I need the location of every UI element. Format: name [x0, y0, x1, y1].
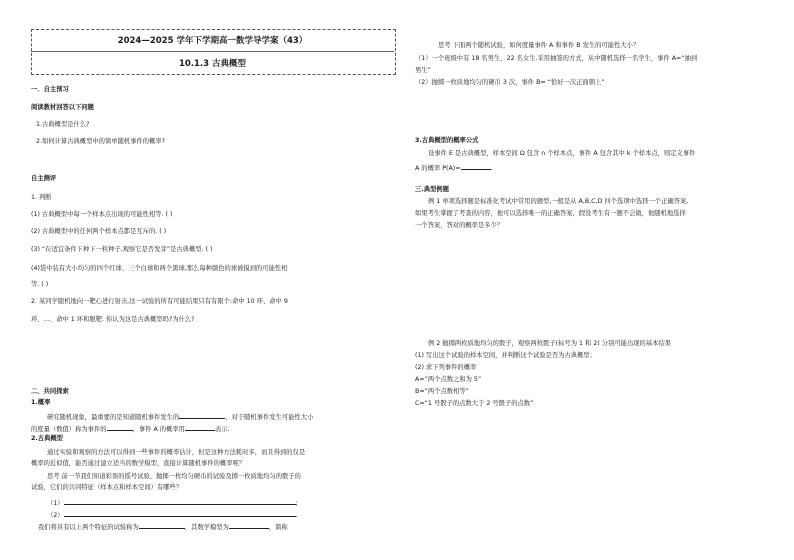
formula-heading: 3.古典概型的概率公式	[415, 137, 479, 144]
examples-heading: 三.典型例题	[415, 186, 449, 193]
lesson-title: 10.1.3 古典概型	[178, 59, 247, 69]
judge-item-4-line2: 等. ( )	[31, 281, 49, 288]
self-test-heading: 自主测评	[31, 175, 57, 182]
formula-line2: A 的概率 P(A)= .	[415, 162, 493, 173]
example-1-line1: 例 1 单项选择题是标准化考试中常用的题型,一般是从 A,B,C,D 四个选项中选择一个正确答案,	[428, 198, 689, 205]
trial-1-line1: （1）一个班级中有 18 名男生、22 名女生.采用抽签的方式，从中随机选择一名学生，事件 A=“抽到	[415, 55, 698, 62]
classical-model-line1: 通过实验和观察的方法可以得到一些事件的概率估计，但是这种方法耗时多，而且得到的仅是	[47, 449, 306, 456]
example-2-line1: 例 2 抛掷两枚质地均匀的骰子，观察两枚骰子(标号为 1 和 2) 分别可能出现的基本结果	[428, 340, 672, 347]
title-divider	[31, 51, 394, 52]
classical-model-line2: 概率的近似值，能否通过建立适当的数学模型，直接计算随机事件的概率呢？	[31, 460, 246, 467]
think-1-line2: 试验，它们的共同特征（样本点和样本空间）有哪些？	[31, 484, 183, 491]
question-2-line1: 2. 某同学随机地向一靶心进行射击,这一试验的所有可能结果只有有限个:命中 10 环、命中 9	[31, 298, 288, 305]
classical-model-heading: 2.古典概型	[31, 435, 63, 442]
judge-item-2: (2) 古典概型中的任何两个样本点都是互斥的. ( )	[31, 228, 167, 235]
page-title: 2024—2025 学年下学期高一数学导学案（43）	[117, 36, 308, 46]
trial-2: （2）抛掷一枚质地均匀的硬币 3 次，事件 B= “恰好一次正面朝上”	[415, 79, 605, 86]
section-preview-heading: 一．自主预习	[31, 86, 69, 93]
event-a: A=“两个点数之和为 5”	[415, 376, 482, 383]
formula-line1: 设事件 E 是古典概型，样本空间 Ω 包含 n 个样本点，事件 A 包含其中 k 个样本点，则定义事件	[428, 150, 696, 157]
preview-question-1: 1.古典概型是什么?	[36, 121, 90, 128]
judge-item-3: (3) “在适宜条件下种下一粒种子,观察它是否发芽”是古典概型. ( )	[31, 246, 213, 253]
probability-line1: 研究随机现象，最重要的是知道随机事件发生的 ，对于随机事件发生可能性大小	[47, 411, 313, 422]
judge-label: 1. 判断	[31, 194, 52, 201]
question-2-line2: 环、…、命中 1 环和脱靶. 你认为这是古典概型吗?为什么?	[31, 316, 195, 323]
probability-heading: 1.概率	[31, 399, 51, 406]
event-b: B=“两个点数相等”	[415, 388, 469, 395]
section-explore-heading: 二、共同探索	[31, 388, 69, 395]
definition-line: 我们将具有以上两个特征的试验称为 ，其数学模型为 ，简称	[38, 521, 288, 532]
event-c: C=“1 号骰子的点数大于 2 号骰子的点数”	[415, 400, 534, 407]
trial-1-line2: 男生”	[415, 67, 431, 74]
preview-question-2: 2.如何计算古典概型中的简单随机事件的概率?	[36, 138, 165, 145]
example-1-line2: 如果考生掌握了考查的内容，他可以选择唯一的正确答案，假设考生有一题不会做，他随机地选择	[415, 210, 686, 217]
reading-instruction: 阅读教材回答以下问题	[31, 104, 94, 111]
example-2-line3: (2) 求下列事件的概率	[415, 364, 477, 371]
answer-line-1: （1） ;	[47, 497, 298, 508]
answer-line-2: （2） .	[47, 509, 298, 520]
example-1-line3: 一个答案，答对的概率是多少？	[415, 222, 504, 229]
think-1-line1: 思考 前一节我们知道彩票的摇号试验、抛掷一枚均匀硬币的试验及掷一枚质地均匀的骰子的	[47, 473, 301, 480]
example-2-line2: (1) 写出这个试验的样本空间，并判断这个试验是否为古典概型；	[415, 352, 596, 359]
judge-item-4-line1: (4)袋中装有大小均匀的四个红球、三个白球和两个黑球,那么每种颜色的球被摸到的可能性相	[31, 265, 288, 272]
judge-item-1: (1) 古典概型中每一个样本点出现的可能性相等. ( )	[31, 211, 173, 218]
think-2: 思考 下面两个随机试验，如何度量事件 A 和事件 B 发生的可能性大小？	[438, 42, 640, 49]
probability-line2: 的度量（数值）称为事件的 ，事件 A 的概率用 表示.	[31, 423, 230, 434]
